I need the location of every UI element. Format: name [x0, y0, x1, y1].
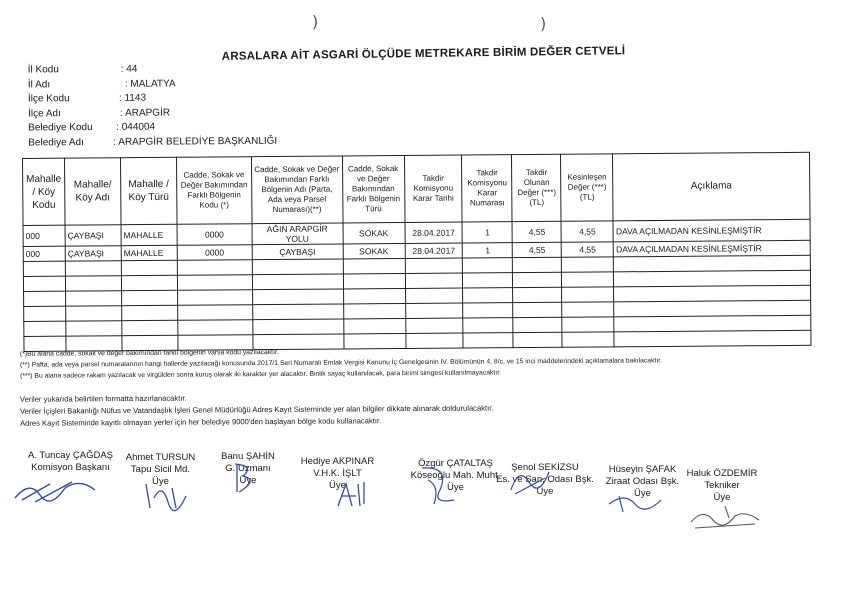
- table-cell: 0000: [177, 224, 252, 246]
- table-cell: [405, 333, 463, 348]
- column-header: Mahalle / Köy Kodu: [23, 158, 66, 225]
- column-header: Kesinleşen Değer (***) (TL): [561, 154, 613, 221]
- table-cell: [122, 335, 178, 350]
- table-cell: [463, 273, 513, 288]
- table-cell: SOKAK: [343, 222, 405, 243]
- table-cell: [343, 273, 405, 288]
- table-cell: [122, 305, 178, 320]
- column-header: Mahalle / Köy Türü: [120, 157, 176, 224]
- table-cell: [343, 333, 405, 348]
- meta-value: : MALATYA: [124, 77, 176, 90]
- table-cell: [24, 336, 66, 351]
- table-cell: [405, 288, 463, 303]
- signer-role: Ziraat Odası Bşk.: [605, 476, 680, 487]
- footnote: (*)Bu alana cadde, sokak ve değer bakımından farklı bölgenin varsa kodu yazılacaktır.: [19, 348, 279, 358]
- table-cell: DAVA AÇILMADAN KESİNLEŞMİŞTİR: [614, 240, 811, 257]
- column-header: Cadde, Sokak ve Değer Bakımından Farklı Bölgenin Kodu (*): [176, 157, 251, 225]
- table-cell: [23, 276, 65, 291]
- table-cell: [65, 276, 121, 291]
- table-cell: 000: [23, 246, 65, 261]
- table-cell: [614, 270, 811, 287]
- table-cell: MAHALLE: [121, 224, 177, 245]
- table-cell: 0000: [177, 245, 252, 261]
- table-cell: [513, 302, 562, 317]
- table-cell: [614, 255, 811, 272]
- footnote: (**) Pafta, ada veya parsel numaralarının hangi hallerde yazılacağı konusunda 2017/1 Seri Numaralı Emlak Vergisi Kanunu İç Genelgesinin IV. Bölümünün 4, 8/c, ve 15 inci maddelerindeki açıklamalara bakılacaktır.: [19, 357, 663, 369]
- signer-role: Es. ve San. Odası Bşk.: [496, 474, 594, 485]
- column-header: Takdir Komisyonu Karar Tarihi: [404, 155, 462, 222]
- signer-name: Haluk ÖZDEMİR: [686, 468, 758, 479]
- table-cell: 4,55: [562, 242, 614, 257]
- table-cell: [24, 306, 66, 321]
- value-table: [22, 152, 811, 352]
- table-cell: [66, 306, 122, 321]
- meta-key: İl Adı: [27, 78, 51, 90]
- table-cell: SOKAK: [343, 243, 405, 258]
- table-cell: [253, 334, 344, 350]
- table-cell: [343, 318, 405, 333]
- handwritten-signature-1: [10, 470, 110, 510]
- table-cell: [253, 319, 344, 335]
- handwritten-signature-5: [410, 460, 470, 510]
- signer-role2: Üye: [536, 486, 554, 497]
- table-cell: DAVA AÇILMADAN KESİNLEŞMİŞTİR: [613, 219, 810, 242]
- table-cell: [343, 288, 405, 303]
- table-cell: [614, 315, 811, 332]
- table-cell: ÇAYBAŞI: [65, 246, 121, 261]
- table-cell: [252, 274, 343, 290]
- table-cell: [513, 257, 562, 272]
- table-cell: [562, 302, 614, 317]
- signer-role: Tapu Sicil Md.: [130, 464, 191, 475]
- signer-role2: Üye: [329, 480, 346, 491]
- signer-name: Hediye AKPINAR: [300, 456, 375, 467]
- table-cell: 4,55: [513, 242, 562, 257]
- signer-name: Özgür ÇATALTAŞ: [418, 458, 493, 469]
- table-cell: [343, 258, 405, 273]
- table-cell: [405, 273, 463, 288]
- signer-name: Hüseyin ŞAFAK: [608, 464, 677, 475]
- table-cell: [252, 289, 343, 305]
- table-cell: [178, 320, 253, 336]
- table-cell: 28.04.2017: [405, 243, 463, 258]
- table-cell: [463, 318, 513, 333]
- punch-hole-mark-right: ): [540, 14, 547, 33]
- meta-row-belediye-adi: [28, 134, 448, 151]
- table-body: [23, 219, 811, 351]
- footnote: (***) Bu alana sadece rakam yazılacak ve virgülden sonra kuruş olarak iki karakter yer alacaktır. Binlik sayaç kullanılacak, para birimi simgesi kullanılmayacaktır.: [20, 369, 501, 380]
- table-cell: [343, 303, 405, 318]
- table-cell: [252, 259, 343, 275]
- table-cell: MAHALLE: [121, 245, 177, 260]
- table-cell: [177, 275, 252, 291]
- column-header: Cadde, Sokak ve Değer Bakımından Farklı Bölgenin Adı (Parta, Ada veya Parsel Numarası)(**): [251, 156, 342, 224]
- signer-name: Banu ŞAHİN: [221, 451, 275, 462]
- instructions: [20, 389, 820, 431]
- table-cell: [463, 288, 513, 303]
- table-cell: [66, 291, 122, 306]
- meta-key: İlçe Adı: [28, 107, 61, 119]
- table-cell: [66, 321, 122, 336]
- table-cell: [122, 320, 178, 335]
- column-header: Açıklama: [613, 152, 810, 221]
- signer-role2: Üye: [447, 482, 464, 493]
- table-cell: [562, 317, 614, 332]
- instruction-line: Adres Kayıt Sisteminde kayıtlı olmayan yerler için her belediye 9000'den başlayan bölge kodu kullanacaktır.: [20, 416, 382, 428]
- meta-value: : ARAPGİR BELEDİYE BAŞKANLIĞI: [113, 135, 278, 148]
- table-cell: [405, 303, 463, 318]
- table-cell: AĞIN ARAPGİR YOLU: [252, 223, 343, 245]
- table-cell: [614, 285, 811, 302]
- column-header: Cadde, Sokak ve Değer Bakımından Farklı Bölgenin Türü: [342, 155, 404, 222]
- table-cell: 4,55: [512, 221, 561, 242]
- table-cell: 000: [23, 225, 65, 246]
- table-cell: [66, 336, 122, 351]
- handwritten-signature-8: [685, 500, 765, 534]
- signer-role: G. Uzmanı: [225, 463, 271, 474]
- table-cell: 1: [463, 243, 513, 258]
- table-cell: [405, 258, 463, 273]
- table-cell: [513, 317, 562, 332]
- header-info: [28, 62, 449, 152]
- table-cell: [562, 257, 614, 272]
- table-cell: 4,55: [561, 221, 613, 242]
- table-cell: [463, 333, 513, 348]
- meta-key: Belediye Adı: [28, 136, 84, 148]
- signer-role2: Üye: [634, 488, 651, 499]
- table-cell: 28.04.2017: [405, 222, 463, 243]
- signer-role2: Üye: [713, 492, 731, 503]
- signer-role: Tekniker: [704, 480, 740, 491]
- document-title: ARSALARA AİT ASGARİ ÖLÇÜDE METREKARE BİRİM DEĞER CETVELİ: [221, 45, 626, 63]
- table-header-row: [23, 152, 811, 225]
- handwritten-signature-7: [605, 490, 665, 514]
- meta-value: : ARAPGİR: [120, 106, 171, 119]
- signer-role: V.H.K. İŞLT: [313, 468, 362, 479]
- table-cell: [614, 330, 811, 347]
- handwritten-signature-4: [330, 478, 370, 510]
- instruction-line: Veriler İçişleri Bakanlığı Nüfus ve Vatandaşlık İşleri Genel Müdürlüğü Adres Kayıt Sisteminde yer alan bilgiler dikkate alınarak doldurulacaktır.: [19, 403, 494, 416]
- punch-hole-mark-left: ): [312, 12, 319, 31]
- column-header: Takdir Olunan Değer (***) (TL): [512, 154, 561, 221]
- table-cell: [562, 272, 614, 287]
- table-cell: [463, 258, 513, 273]
- table-cell: [24, 321, 66, 336]
- instruction-line: Veriler yukarıda belirtilen formatta hazırlanacaktır.: [19, 393, 187, 404]
- table-cell: [405, 318, 463, 333]
- handwritten-signature-2: [140, 478, 200, 512]
- signer-role2: Üye: [239, 475, 257, 486]
- table-cell: [65, 261, 121, 276]
- signer-role2: Üye: [152, 476, 169, 487]
- handwritten-signature-6: [505, 460, 555, 500]
- meta-value: : 44: [120, 63, 138, 75]
- column-header: Takdir Komisyonu Karar Numarası: [462, 155, 512, 222]
- signer-role: Köseoğlu Mah. Muht.: [410, 470, 501, 481]
- table-cell: [614, 300, 811, 317]
- table-cell: [252, 304, 343, 320]
- signature-block-8: [672, 468, 772, 504]
- meta-value: : 1143: [118, 92, 147, 104]
- table-cell: ÇAYBAŞI: [65, 225, 121, 246]
- footnotes: [20, 345, 820, 384]
- table-cell: [121, 260, 177, 275]
- table-cell: [178, 305, 253, 321]
- signer-role: Komisyon Başkanı: [31, 462, 110, 473]
- table-cell: [121, 290, 177, 305]
- table-cell: [178, 335, 253, 351]
- table-cell: [24, 291, 66, 306]
- table-cell: [513, 272, 562, 287]
- meta-key: İl Kodu: [27, 64, 59, 76]
- table-cell: ÇAYBAŞI: [252, 244, 343, 260]
- table-cell: [177, 260, 252, 276]
- table-cell: [463, 303, 513, 318]
- table-cell: [562, 332, 614, 347]
- meta-key: İlçe Kodu: [27, 93, 70, 105]
- meta-key: Belediye Kodu: [28, 122, 93, 134]
- meta-value: : 044004: [116, 121, 156, 133]
- table-cell: 1: [463, 222, 513, 243]
- table-cell: [121, 275, 177, 290]
- table-cell: [177, 290, 252, 306]
- handwritten-signature-3: [225, 458, 265, 498]
- table-cell: [23, 261, 65, 276]
- table-cell: [513, 332, 562, 347]
- table-cell: [562, 287, 614, 302]
- table-cell: [513, 287, 562, 302]
- signer-name: Şenol SEKİZSU: [511, 462, 579, 473]
- signer-name: A. Tuncay ÇAĞDAŞ: [27, 450, 113, 461]
- column-header: Mahalle/ Köy Adı: [64, 158, 120, 225]
- signer-name: Ahmet TURSUN: [125, 452, 196, 463]
